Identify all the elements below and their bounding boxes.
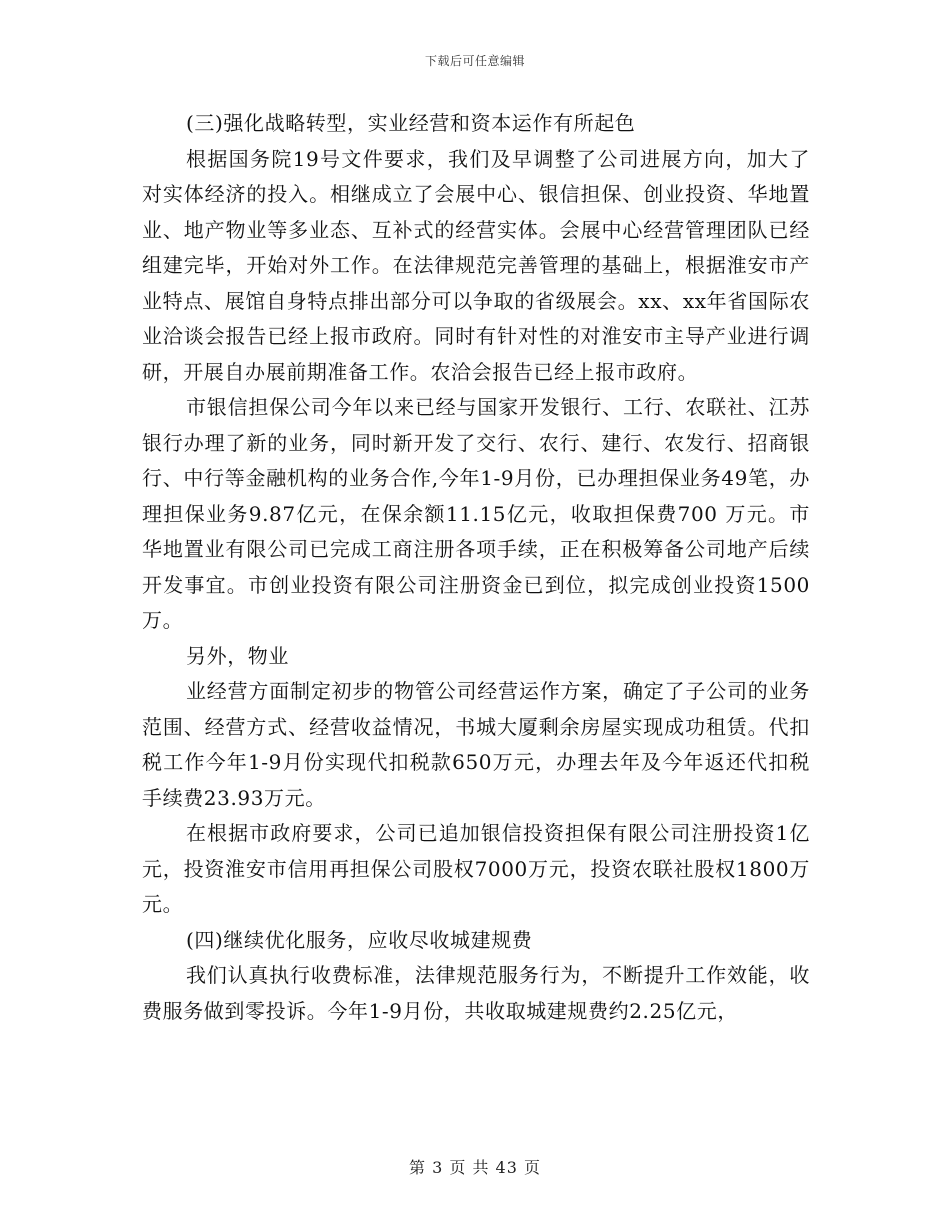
paragraph: 在根据市政府要求，公司已追加银信投资担保有限公司注册投资1亿元，投资淮安市信用再担保公司股权7000万元，投资农联社股权1800万元。 xyxy=(142,821,810,916)
page-footer: 第 3 页 共 43 页 xyxy=(409,1158,541,1177)
paragraph: 另外，物业 xyxy=(186,643,289,668)
page-header: 下载后可任意编辑 xyxy=(424,54,525,68)
paragraph: 根据国务院19号文件要求，我们及早调整了公司进展方向，加大了对实体经济的投入。相继成立了会展中心、银信担保、创业投资、华地置业、地产物业等多业态、互补式的经营实体。会展中心经营管理团队已经组建完毕，开始对外工作。在法律规范完善管理的基础上，根据淮安市产业特点、展馆自身特点排出部分可以争取的省级展会。xx、xx年省国际农业洽谈会报告已经上报市政府。同时有针对性的对淮安市主导产业进行调研，开展自办展前期准备工作。农洽会报告已经上报市政府。 xyxy=(142,146,810,384)
section-heading-4: (四)继续优化服务，应收尽收城建规费 xyxy=(186,927,533,952)
document-body xyxy=(142,106,810,1029)
paragraph: 业经营方面制定初步的物管公司经营运作方案，确定了子公司的业务范围、经营方式、经营收益情况，书城大厦剩余房屋实现成功租赁。代扣税工作今年1-9月份实现代扣税款650万元，办理去年及今年返还代扣税手续费23.93万元。 xyxy=(142,679,810,810)
paragraph: 市银信担保公司今年以来已经与国家开发银行、工行、农联社、江苏银行办理了新的业务，同时新开发了交行、农行、建行、农发行、招商银行、中行等金融机构的业务合作,今年1-9月份，已办理担保业务49笔，办理担保业务9.87亿元，在保余额11.15亿元，收取担保费700 万元。市华地置业有限公司已完成工商注册各项手续，正在积极筹备公司地产后续开发事宜。市创业投资有限公司注册资金已到位，拟完成创业投资1500万。 xyxy=(142,395,810,632)
section-heading-3: (三)强化战略转型，实业经营和资本运作有所起色 xyxy=(186,111,636,135)
paragraph: 我们认真执行收费标准，法律规范服务行为，不断提升工作效能，收费服务做到零投诉。今年1-9月份，共收取城建规费约2.25亿元， xyxy=(142,963,810,1023)
